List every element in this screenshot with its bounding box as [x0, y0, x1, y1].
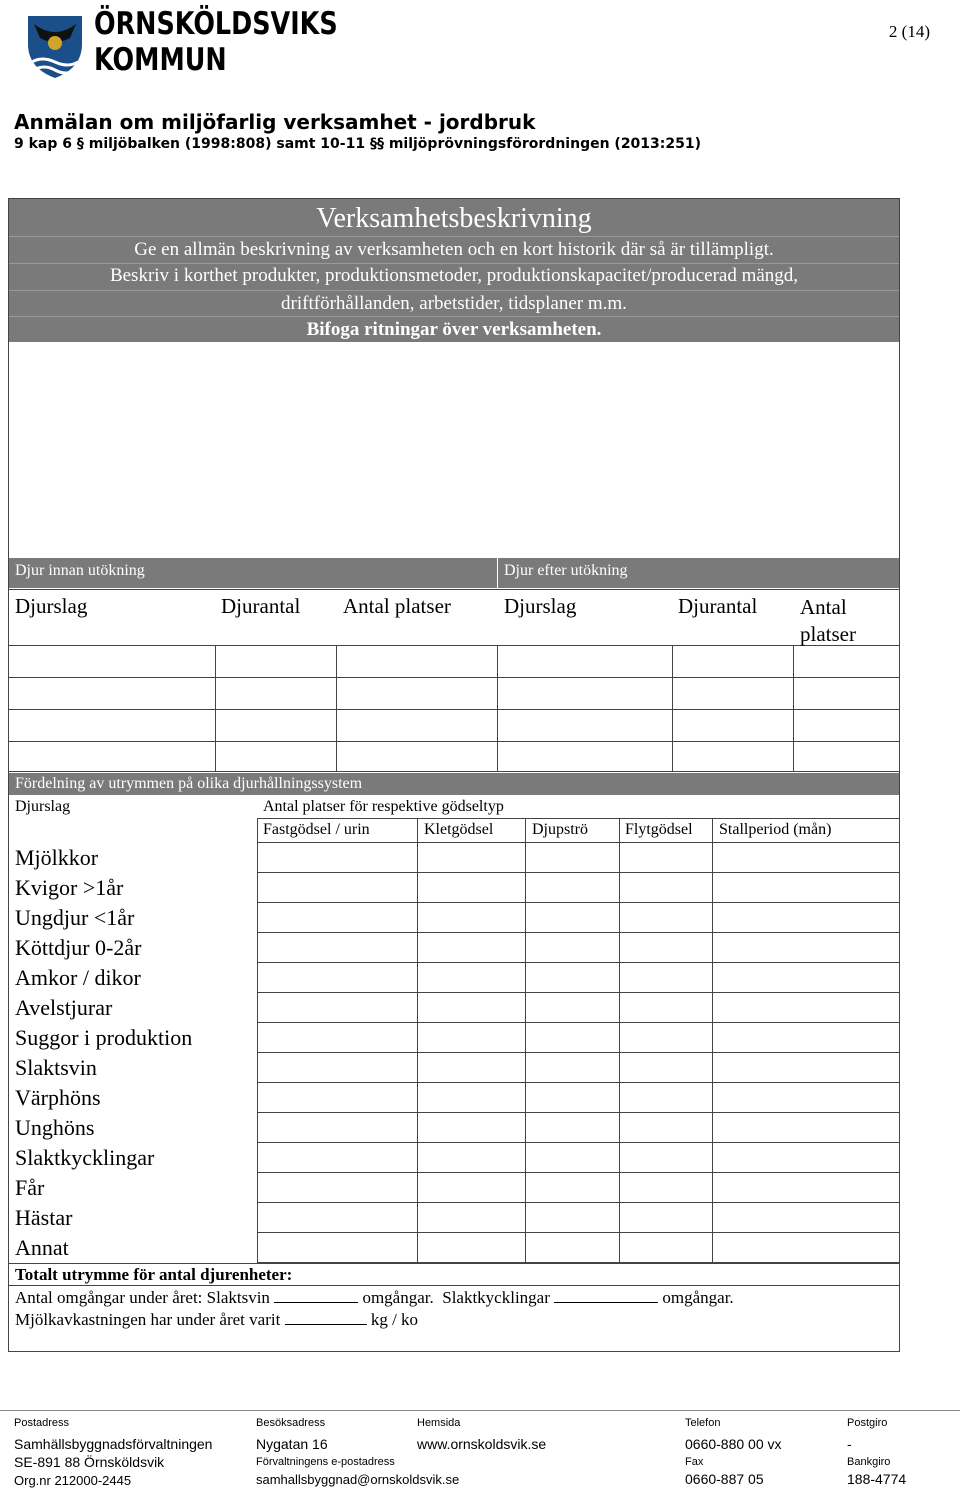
grid-line [712, 818, 713, 1263]
animals-cell[interactable] [795, 650, 895, 674]
housing-cell[interactable] [419, 1114, 523, 1140]
housing-cell[interactable] [419, 1174, 523, 1200]
species-label: Suggor i produktion [15, 1025, 193, 1050]
animals-cell[interactable] [674, 682, 792, 706]
housing-cell[interactable] [714, 844, 897, 870]
section-instruction-2: Beskriv i korthet produkter, produktionsmetoder, produktionskapacitet/producerad mängd, [109, 265, 799, 286]
grid-line [257, 1052, 899, 1053]
section-title: Verksamhetsbeskrivning [316, 203, 592, 234]
animals-cell[interactable] [674, 746, 792, 768]
housing-cell[interactable] [419, 904, 523, 930]
housing-cell[interactable] [621, 904, 710, 930]
housing-cell[interactable] [259, 994, 415, 1020]
footer-header-postal: Postadress [14, 1417, 70, 1429]
housing-bar-label: Fördelning av utrymmen på olika djurhållningssystem [15, 775, 363, 792]
housing-col-stall-period: Stallperiod (mån) [719, 821, 832, 838]
before-expansion-label: Djur innan utökning [15, 562, 145, 579]
housing-cell[interactable] [621, 1114, 710, 1140]
housing-cell[interactable] [714, 874, 897, 900]
housing-cell[interactable] [714, 1054, 897, 1080]
animals-cell[interactable] [217, 714, 335, 738]
housing-cell[interactable] [714, 934, 897, 960]
animals-cell[interactable] [11, 746, 211, 768]
org-name-line1: ÖRNSKÖLDSVIKS [94, 6, 338, 42]
milk-prefix: Mjölkavkastningen har under året varit [15, 1310, 281, 1329]
housing-cell[interactable] [527, 904, 617, 930]
grid-line [257, 818, 258, 1263]
species-label: Slaktkycklingar [15, 1145, 155, 1170]
footer-email-link[interactable]: samhallsbyggnad@ornskoldsvik.se [256, 1472, 460, 1487]
species-label: Ungdjur <1år [15, 905, 135, 930]
housing-col-deep-litter: Djupströ [532, 821, 588, 838]
footer-header-visit: Besöksadress [256, 1417, 326, 1429]
animals-cell[interactable] [338, 650, 496, 674]
housing-cell[interactable] [259, 1144, 415, 1170]
housing-cell[interactable] [259, 1174, 415, 1200]
housing-col-semisolid: Kletgödsel [424, 821, 494, 838]
grid-line [619, 818, 620, 1263]
housing-cell[interactable] [419, 934, 523, 960]
housing-cell[interactable] [527, 1204, 617, 1230]
grid-line [257, 932, 899, 933]
footer-website-link[interactable]: www.ornskoldsvik.se [417, 1436, 547, 1452]
housing-cell[interactable] [419, 1054, 523, 1080]
housing-cell[interactable] [259, 934, 415, 960]
animals-cell[interactable] [11, 714, 211, 738]
grid-line [257, 842, 899, 843]
section-attach-note: Bifoga ritningar över verksamheten. [306, 319, 602, 340]
housing-cell[interactable] [527, 1054, 617, 1080]
housing-cell[interactable] [419, 1204, 523, 1230]
grid-line [417, 818, 418, 1263]
animals-cell[interactable] [217, 746, 335, 768]
species-label: Värphöns [15, 1085, 101, 1110]
col-count-after: Djurantal [678, 594, 758, 618]
animals-cell[interactable] [674, 650, 792, 674]
housing-group-header: Antal platser för respektive gödseltyp [263, 798, 504, 815]
housing-cell[interactable] [621, 1084, 710, 1110]
animals-cell[interactable] [11, 650, 211, 674]
rounds-chicken: Slaktkycklingar [442, 1288, 550, 1307]
grid-line [257, 1172, 899, 1173]
species-label: Hästar [15, 1205, 73, 1230]
grid-line [257, 1082, 899, 1083]
grid-line [257, 1262, 899, 1263]
housing-cell[interactable] [419, 1144, 523, 1170]
housing-cell[interactable] [621, 1144, 710, 1170]
housing-cell[interactable] [621, 964, 710, 990]
footer-fax-header: Fax [685, 1456, 704, 1468]
grid-line [257, 1022, 899, 1023]
footer-fax: 0660-887 05 [685, 1471, 764, 1487]
housing-cell[interactable] [259, 1084, 415, 1110]
housing-cell[interactable] [259, 844, 415, 870]
species-label: Köttdjur 0-2år [15, 935, 142, 960]
animals-cell[interactable] [795, 746, 895, 768]
housing-cell[interactable] [714, 1174, 897, 1200]
housing-cell[interactable] [714, 1024, 897, 1050]
housing-cell[interactable] [714, 1084, 897, 1110]
animals-row [9, 678, 899, 709]
housing-cell[interactable] [621, 1174, 710, 1200]
coat-of-arms-icon [20, 10, 90, 80]
housing-cell[interactable] [714, 1204, 897, 1230]
housing-cell[interactable] [527, 1234, 617, 1260]
document-subtitle: 9 kap 6 § miljöbalken (1998:808) samt 10-11 §§ miljöprövningsförordningen (2013:251) [14, 136, 702, 152]
section-instruction-1: Ge en allmän beskrivning av verksamheten och en kort historik där så är tillämpligt. [134, 239, 774, 260]
footer-header-postgiro: Postgiro [847, 1417, 888, 1429]
milk-yield-field[interactable] [285, 1310, 367, 1325]
section-header [9, 199, 899, 342]
footer-postgiro: - [847, 1436, 852, 1452]
grid-line [257, 992, 899, 993]
col-places-after: Antal platser [800, 595, 856, 646]
footer-header-phone: Telefon [685, 1417, 721, 1429]
housing-cell[interactable] [527, 934, 617, 960]
animals-cell[interactable] [499, 714, 671, 738]
rounds-line [15, 1288, 734, 1308]
species-label: Kvigor >1år [15, 875, 124, 900]
grid-line [257, 962, 899, 963]
col-count-before: Djurantal [221, 594, 301, 618]
housing-cell[interactable] [259, 1054, 415, 1080]
housing-cell[interactable] [621, 994, 710, 1020]
animals-cell[interactable] [338, 714, 496, 738]
housing-species-header: Djurslag [15, 798, 71, 815]
animals-cell[interactable] [338, 746, 496, 768]
animals-cell[interactable] [499, 650, 671, 674]
animals-cell[interactable] [217, 682, 335, 706]
animals-cell[interactable] [499, 682, 671, 706]
footer-postal-city: SE-891 88 Örnsköldsvik [14, 1454, 165, 1470]
housing-cell[interactable] [621, 1234, 710, 1260]
animals-row [9, 742, 899, 771]
rounds-mid: omgångar. [362, 1288, 434, 1307]
housing-cell[interactable] [259, 904, 415, 930]
housing-cell[interactable] [419, 874, 523, 900]
housing-cell[interactable] [714, 994, 897, 1020]
grid-line [257, 872, 899, 873]
description-field[interactable] [10, 344, 898, 556]
grid-line [257, 1202, 899, 1203]
housing-cell[interactable] [527, 1024, 617, 1050]
housing-cell[interactable] [714, 1144, 897, 1170]
housing-bar [9, 773, 899, 795]
housing-cell[interactable] [527, 1144, 617, 1170]
animals-row [9, 646, 899, 677]
before-expansion-bar [9, 558, 497, 588]
species-label: Unghöns [15, 1115, 95, 1140]
housing-cell[interactable] [259, 1024, 415, 1050]
housing-cell[interactable] [714, 904, 897, 930]
grid-line [899, 818, 900, 1263]
housing-cell[interactable] [621, 1054, 710, 1080]
housing-cell[interactable] [259, 1114, 415, 1140]
animals-cell[interactable] [795, 714, 895, 738]
species-label: Får [15, 1175, 45, 1200]
housing-cell[interactable] [714, 1234, 897, 1260]
housing-cell[interactable] [621, 844, 710, 870]
rounds-prefix: Antal omgångar under året: Slaktsvin [15, 1288, 270, 1307]
housing-cell[interactable] [621, 934, 710, 960]
housing-cell[interactable] [714, 964, 897, 990]
page-number: 2 (14) [888, 22, 930, 41]
total-label: Totalt utrymme för antal djurenheter: [15, 1265, 293, 1284]
housing-col-solid: Fastgödsel / urin [263, 821, 370, 838]
footer-phone: 0660-880 00 vx [685, 1436, 782, 1452]
housing-cell[interactable] [259, 874, 415, 900]
housing-cell[interactable] [259, 1204, 415, 1230]
rounds-pigs-field[interactable] [274, 1288, 358, 1303]
footer-bankgiro-header: Bankgiro [847, 1456, 891, 1468]
footer-header-web: Hemsida [417, 1417, 461, 1429]
municipality-logo [20, 6, 338, 82]
animals-cell[interactable] [795, 682, 895, 706]
housing-col-liquid: Flytgödsel [625, 821, 693, 838]
grid-line [525, 818, 526, 1263]
housing-cell[interactable] [527, 844, 617, 870]
grid-line [257, 1112, 899, 1113]
housing-cell[interactable] [419, 994, 523, 1020]
animals-cell[interactable] [11, 682, 211, 706]
housing-cell[interactable] [621, 1204, 710, 1230]
animals-cell[interactable] [499, 746, 671, 768]
grid-line [257, 1142, 899, 1143]
milk-suffix: kg / ko [370, 1310, 419, 1329]
housing-cell[interactable] [419, 1024, 523, 1050]
footer-bankgiro: 188-4774 [847, 1471, 907, 1487]
species-label: Amkor / dikor [15, 965, 141, 990]
housing-cell[interactable] [419, 964, 523, 990]
housing-cell[interactable] [259, 1234, 415, 1260]
org-name-line2: KOMMUN [94, 42, 227, 78]
animals-cell[interactable] [217, 650, 335, 674]
col-species-before: Djurslag [15, 594, 88, 618]
housing-cell[interactable] [419, 1234, 523, 1260]
grid-line [257, 902, 899, 903]
housing-cell[interactable] [714, 1114, 897, 1140]
species-label: Avelstjurar [15, 995, 113, 1020]
col-species-after: Djurslag [504, 594, 577, 618]
species-label: Mjölkkor [15, 845, 99, 870]
housing-cell[interactable] [527, 1084, 617, 1110]
after-expansion-label: Djur efter utökning [504, 562, 628, 579]
footer-org-number: Org.nr 212000-2445 [14, 1473, 132, 1488]
housing-cell[interactable] [259, 964, 415, 990]
animals-cell[interactable] [338, 682, 496, 706]
housing-cell[interactable] [527, 1114, 617, 1140]
document-title: Anmälan om miljöfarlig verksamhet - jordbruk [14, 110, 536, 134]
section-instruction-3: driftförhållanden, arbetstider, tidsplaner m.m. [281, 293, 627, 314]
after-expansion-bar [498, 558, 899, 588]
species-label: Slaktsvin [15, 1055, 97, 1080]
housing-cell[interactable] [527, 874, 617, 900]
rounds-chicken-field[interactable] [554, 1288, 658, 1303]
species-label: Annat [15, 1235, 69, 1260]
page-footer [0, 1408, 960, 1491]
footer-postal-name: Samhällsbyggnadsförvaltningen [14, 1436, 213, 1452]
animals-cell[interactable] [674, 714, 792, 738]
grid-line [257, 1232, 899, 1233]
housing-cell[interactable] [419, 1084, 523, 1110]
rounds-suffix: omgångar. [662, 1288, 734, 1307]
housing-cell[interactable] [621, 874, 710, 900]
footer-email-header: Förvaltningens e-postadress [256, 1456, 395, 1468]
housing-cell[interactable] [527, 964, 617, 990]
milk-line [15, 1310, 418, 1330]
col-places-before: Antal platser [343, 594, 451, 618]
footer-visit-address: Nygatan 16 [256, 1436, 328, 1452]
species-list [15, 843, 192, 1263]
animals-row [9, 710, 899, 741]
housing-cell[interactable] [527, 994, 617, 1020]
housing-cell[interactable] [621, 1024, 710, 1050]
housing-cell[interactable] [527, 1174, 617, 1200]
housing-cell[interactable] [419, 844, 523, 870]
